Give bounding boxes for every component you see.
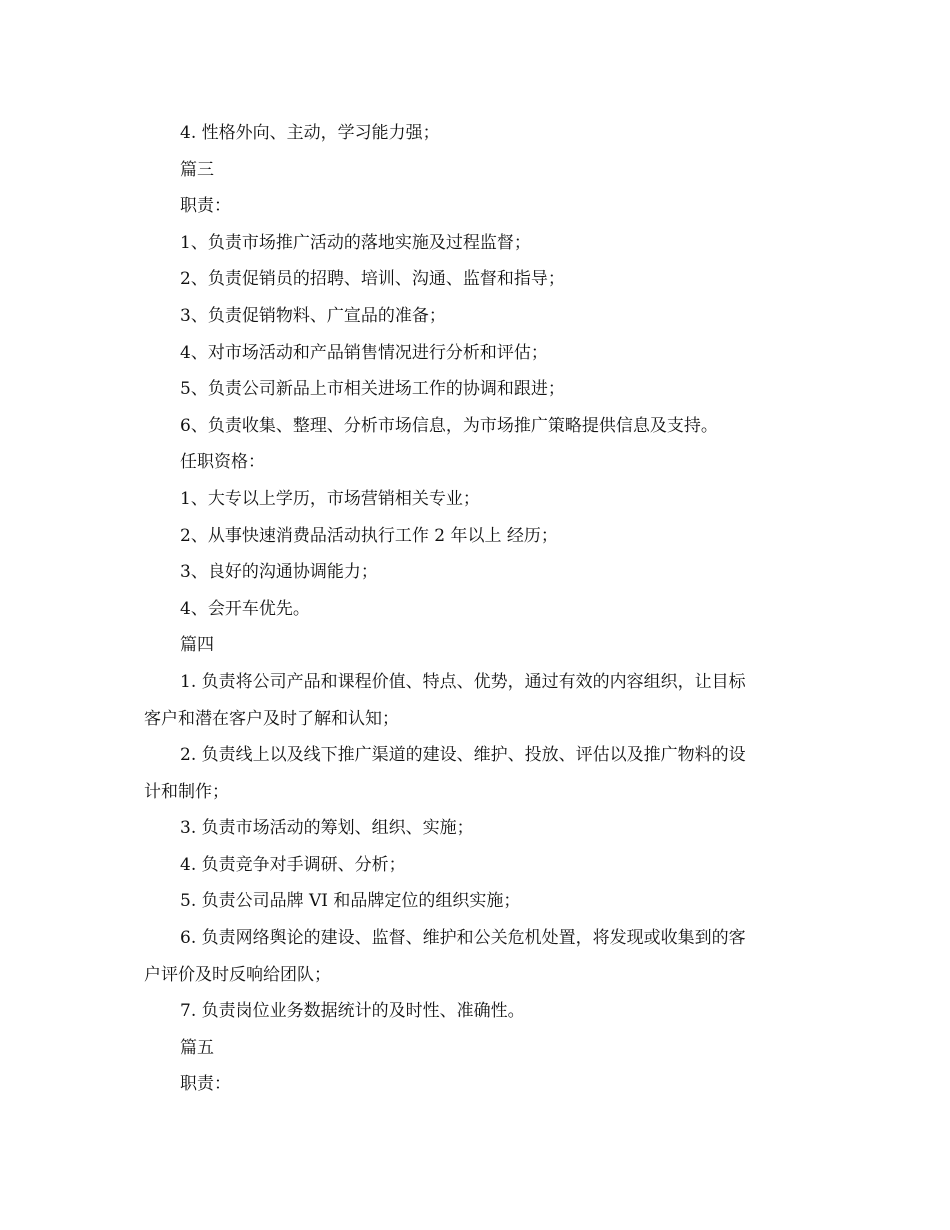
text-line-23: 6. 负责网络舆论的建设、监督、维护和公关危机处置，将发现或收集到的客 bbox=[180, 928, 746, 949]
text-line-14: 4、会开车优先。 bbox=[180, 598, 310, 619]
text-line-19: 计和制作； bbox=[144, 781, 229, 802]
text-line-25: 7. 负责岗位业务数据统计的及时性、准确性。 bbox=[180, 1001, 525, 1022]
text-line-22: 5. 负责公司品牌 VI 和品牌定位的组织实施； bbox=[180, 891, 521, 912]
text-line-12: 2、从事快速消费品活动执行工作 2 年以上 经历； bbox=[180, 525, 558, 546]
text-line-09: 6、负责收集、整理、分析市场信息，为市场推广策略提供信息及支持。 bbox=[180, 415, 718, 436]
text-line-17: 客户和潜在客户及时了解和认知； bbox=[144, 708, 399, 729]
text-line-18: 2. 负责线上以及线下推广渠道的建设、维护、投放、评估以及推广物料的设 bbox=[180, 745, 746, 766]
text-line-04: 1、负责市场推广活动的落地实施及过程监督； bbox=[180, 232, 531, 253]
text-line-24: 户评价及时反响给团队； bbox=[144, 964, 331, 985]
text-line-08: 5、负责公司新品上市相关进场工作的协调和跟进； bbox=[180, 379, 565, 400]
text-line-16: 1. 负责将公司产品和课程价值、特点、优势，通过有效的内容组织，让目标 bbox=[180, 671, 746, 692]
text-line-21: 4. 负责竞争对手调研、分析； bbox=[180, 854, 406, 875]
duties-heading: 职责： bbox=[180, 196, 231, 217]
section-heading-4: 篇四 bbox=[180, 635, 214, 656]
text-line-07: 4、对市场活动和产品销售情况进行分析和评估； bbox=[180, 342, 548, 363]
document-body bbox=[144, 115, 809, 1103]
text-line-13: 3、良好的沟通协调能力； bbox=[180, 562, 378, 583]
qualifications-heading: 任职资格： bbox=[180, 452, 265, 473]
text-line-11: 1、大专以上学历，市场营销相关专业； bbox=[180, 488, 480, 509]
text-line-06: 3、负责促销物料、广宣品的准备； bbox=[180, 305, 446, 326]
text-line-01: 4. 性格外向、主动，学习能力强； bbox=[180, 123, 440, 143]
section-heading-3: 篇三 bbox=[180, 159, 214, 180]
text-line-05: 2、负责促销员的招聘、培训、沟通、监督和指导； bbox=[180, 269, 565, 290]
duties-heading-5: 职责： bbox=[180, 1074, 231, 1095]
text-line-20: 3. 负责市场活动的筹划、组织、实施； bbox=[180, 818, 474, 839]
section-heading-5: 篇五 bbox=[180, 1037, 214, 1058]
